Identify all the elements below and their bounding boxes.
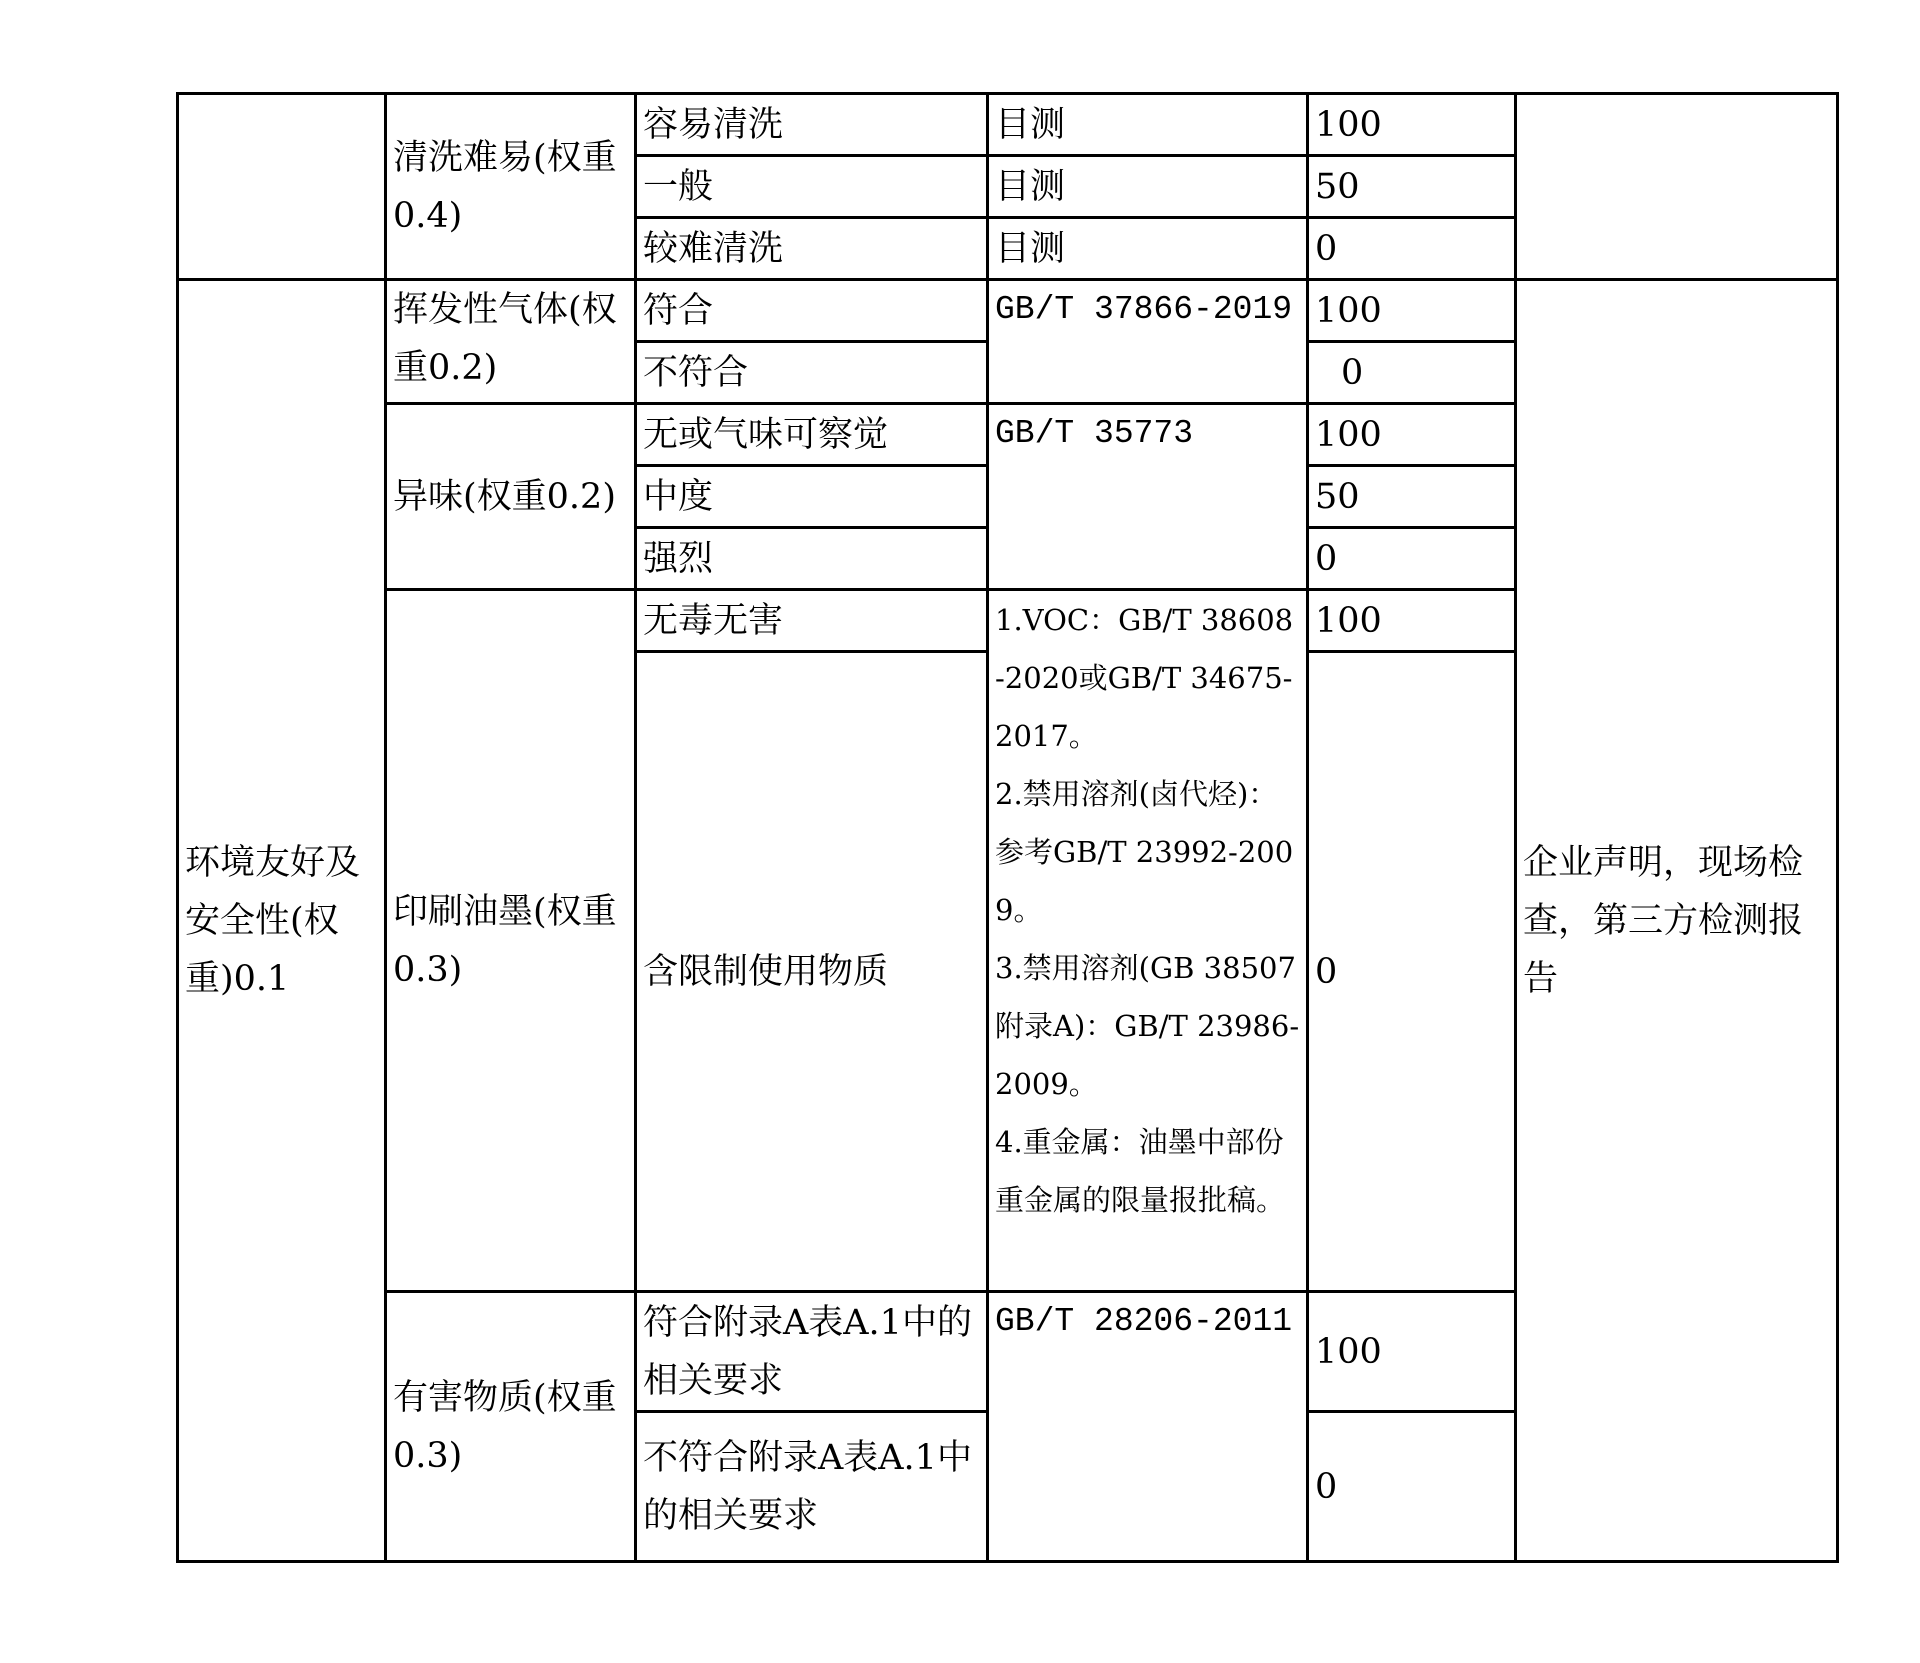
method-cell: 目测 — [988, 94, 1308, 156]
level-cell: 含限制使用物质 — [636, 652, 988, 1292]
dimension-env: 环境友好及安全性(权重)0.1 — [178, 280, 386, 1562]
level-cell: 无毒无害 — [636, 590, 988, 652]
evaluation-table — [176, 92, 1839, 1563]
score-cell: 100 — [1308, 280, 1516, 342]
ink-standards-cell — [988, 590, 1308, 1292]
method-cell: 目测 — [988, 156, 1308, 218]
table-row — [178, 280, 1838, 342]
standard-cell: GB/T 37866-2019 — [988, 280, 1308, 404]
level-cell: 中度 — [636, 466, 988, 528]
standard-cell: GB/T 35773 — [988, 404, 1308, 590]
empty-evidence-cell — [1516, 94, 1838, 280]
level-cell: 一般 — [636, 156, 988, 218]
level-cell: 强烈 — [636, 528, 988, 590]
ink-standard-line: 4.重金属：油墨中部份重金属的限量报批稿。 — [995, 1125, 1286, 1217]
empty-dimension-cell — [178, 94, 386, 280]
score-cell: 0 — [1308, 342, 1516, 404]
level-cell: 容易清洗 — [636, 94, 988, 156]
category-hazard: 有害物质(权重0.3) — [386, 1292, 636, 1562]
ink-standard-line: 1.VOC：GB/T 38608-2020或GB/T 34675-2017。 — [995, 603, 1294, 753]
score-cell: 0 — [1308, 528, 1516, 590]
score-cell: 100 — [1308, 590, 1516, 652]
category-clean: 清洗难易(权重0.4) — [386, 94, 636, 280]
level-cell: 较难清洗 — [636, 218, 988, 280]
level-cell: 无或气味可察觉 — [636, 404, 988, 466]
score-cell: 100 — [1308, 1292, 1516, 1412]
evidence-env: 企业声明，现场检查，第三方检测报告 — [1516, 280, 1838, 1562]
score-cell: 100 — [1308, 404, 1516, 466]
ink-standard-line: 2.禁用溶剂(卤代烃)：参考GB/T 23992-2009。 — [995, 777, 1294, 927]
ink-standard-line: 3.禁用溶剂(GB 38507附录A)：GB/T 23986-2009。 — [995, 951, 1300, 1101]
score-cell: 100 — [1308, 94, 1516, 156]
standard-cell: GB/T 28206-2011 — [988, 1292, 1308, 1562]
score-cell: 50 — [1308, 156, 1516, 218]
category-voc: 挥发性气体(权重0.2) — [386, 280, 636, 404]
score-cell: 0 — [1308, 218, 1516, 280]
score-cell: 0 — [1308, 1412, 1516, 1562]
category-odor: 异味(权重0.2) — [386, 404, 636, 590]
level-cell: 符合 — [636, 280, 988, 342]
method-cell: 目测 — [988, 218, 1308, 280]
category-ink: 印刷油墨(权重0.3) — [386, 590, 636, 1292]
level-cell: 符合附录A表A.1中的相关要求 — [636, 1292, 988, 1412]
level-cell: 不符合附录A表A.1中的相关要求 — [636, 1412, 988, 1562]
score-cell: 0 — [1308, 652, 1516, 1292]
score-cell: 50 — [1308, 466, 1516, 528]
level-cell: 不符合 — [636, 342, 988, 404]
table-row — [178, 94, 1838, 156]
